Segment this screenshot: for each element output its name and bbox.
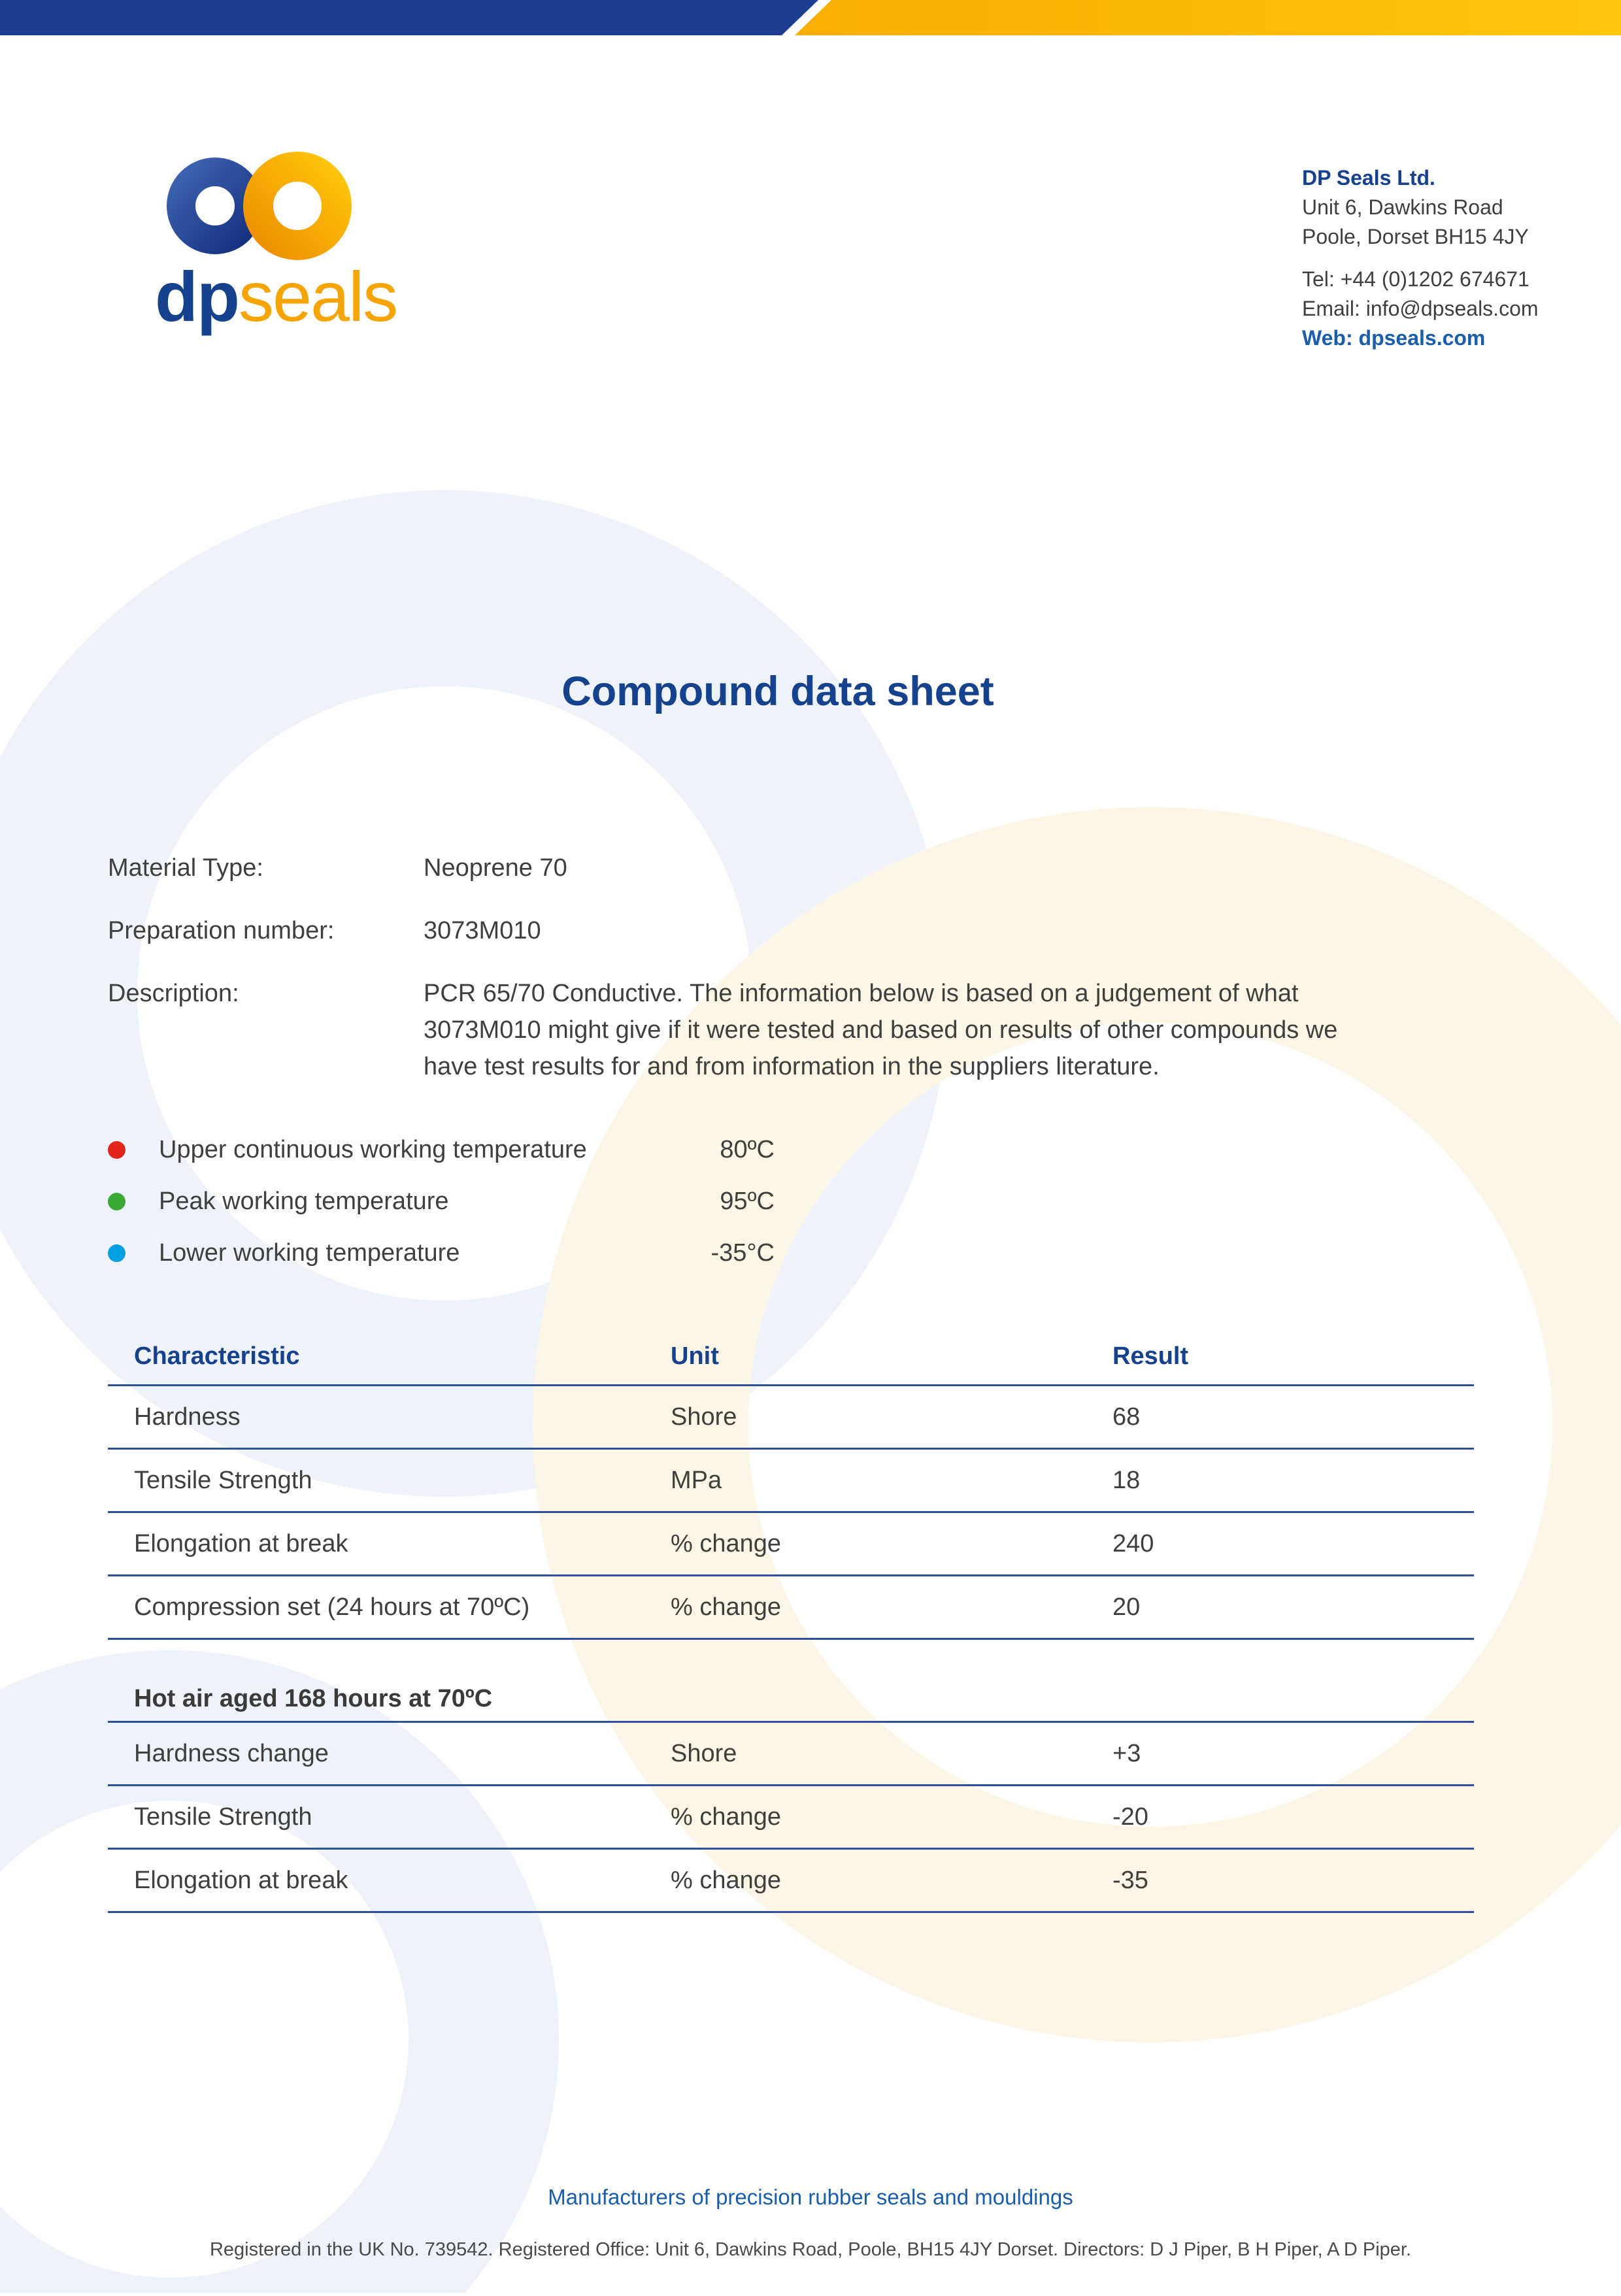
cell-result: 68 <box>1112 1403 1141 1431</box>
green-bullet-icon <box>108 1193 125 1210</box>
material-type-value: Neoprene 70 <box>424 854 567 882</box>
material-type-row <box>108 850 1389 886</box>
logo-rings-icon <box>155 149 377 263</box>
cell-result: -35 <box>1112 1866 1148 1894</box>
email-address: Email: info@dpseals.com <box>1302 297 1539 320</box>
top-color-bar <box>0 0 1621 35</box>
cell-result: +3 <box>1112 1739 1141 1767</box>
cell-characteristic: Elongation at break <box>134 1529 348 1557</box>
bullet-upper-continuous-temp <box>108 1136 775 1164</box>
column-header-result: Result <box>1112 1342 1189 1370</box>
characteristics-table <box>108 1328 1474 1913</box>
company-name: DP Seals Ltd. <box>1302 166 1435 190</box>
description-value: PCR 65/70 Conductive. The information below is based on a judgement of what 3073M010 might give if it were tested and based on results of other compounds we have test results for and from information in the suppliers literature. <box>424 980 1338 1080</box>
table-row <box>108 1850 1474 1913</box>
cell-unit: % change <box>671 1803 782 1831</box>
logo-wordmark-dp: dp <box>155 257 239 336</box>
cell-characteristic: Compression set (24 hours at 70ºC) <box>134 1593 530 1621</box>
column-header-unit: Unit <box>671 1342 719 1370</box>
temperature-bullets <box>108 1136 775 1291</box>
table-row <box>108 1450 1474 1513</box>
page-title: Compound data sheet <box>561 669 994 714</box>
cell-unit: % change <box>671 1866 782 1894</box>
website-url: Web: dpseals.com <box>1302 326 1486 350</box>
cell-result: 240 <box>1112 1529 1154 1557</box>
bullet-label: Peak working temperature <box>159 1188 449 1215</box>
bullet-peak-temp <box>108 1188 775 1216</box>
bullet-value: 95ºC <box>720 1188 775 1215</box>
footer-registration-info: Registered in the UK No. 739542. Registered Office: Unit 6, Dawkins Road, Poole, BH15 4JY Dorset. Directors: D J Piper, B H Piper, A D Piper. <box>209 2239 1412 2260</box>
preparation-number-row <box>108 912 1389 949</box>
table-row <box>108 1513 1474 1576</box>
contact-block <box>1302 163 1539 353</box>
cell-result: 20 <box>1112 1593 1141 1621</box>
address-line-2: Poole, Dorset BH15 4JY <box>1302 225 1529 248</box>
table-row <box>108 1786 1474 1850</box>
cell-result: -20 <box>1112 1803 1148 1831</box>
company-logo <box>155 149 377 267</box>
cell-unit: Shore <box>671 1403 737 1431</box>
bullet-label: Upper continuous working temperature <box>159 1136 587 1163</box>
table-row <box>108 1723 1474 1786</box>
red-bullet-icon <box>108 1141 125 1159</box>
bullet-label: Lower working temperature <box>159 1239 460 1267</box>
bullet-value: -35°C <box>710 1239 775 1267</box>
cell-characteristic: Tensile Strength <box>134 1803 312 1831</box>
logo-wordmark <box>155 257 397 336</box>
phone-number: Tel: +44 (0)1202 674671 <box>1302 267 1529 291</box>
bullet-value: 80ºC <box>720 1136 775 1163</box>
table-header-row <box>108 1328 1474 1386</box>
table-section-title: Hot air aged 168 hours at 70ºC <box>108 1670 1474 1723</box>
material-info <box>108 850 1389 1111</box>
cell-characteristic: Tensile Strength <box>134 1466 312 1494</box>
preparation-number-value: 3073M010 <box>424 917 541 944</box>
address-line-1: Unit 6, Dawkins Road <box>1302 195 1503 219</box>
cell-result: 18 <box>1112 1466 1141 1494</box>
logo-wordmark-seals: seals <box>238 257 397 336</box>
cell-unit: % change <box>671 1593 782 1621</box>
cell-characteristic: Elongation at break <box>134 1866 348 1894</box>
cell-unit: Shore <box>671 1739 737 1767</box>
footer-tagline: Manufacturers of precision rubber seals and mouldings <box>548 2185 1073 2209</box>
preparation-number-label: Preparation number: <box>108 917 335 944</box>
description-label: Description: <box>108 980 239 1007</box>
blue-bullet-icon <box>108 1244 125 1262</box>
table-row <box>108 1386 1474 1450</box>
cell-characteristic: Hardness <box>134 1403 241 1431</box>
cell-unit: % change <box>671 1529 782 1557</box>
bullet-lower-temp <box>108 1239 775 1267</box>
material-type-label: Material Type: <box>108 854 263 882</box>
description-row <box>108 975 1389 1085</box>
column-header-characteristic: Characteristic <box>134 1342 300 1370</box>
cell-characteristic: Hardness change <box>134 1739 329 1767</box>
table-row <box>108 1576 1474 1640</box>
cell-unit: MPa <box>671 1466 722 1494</box>
